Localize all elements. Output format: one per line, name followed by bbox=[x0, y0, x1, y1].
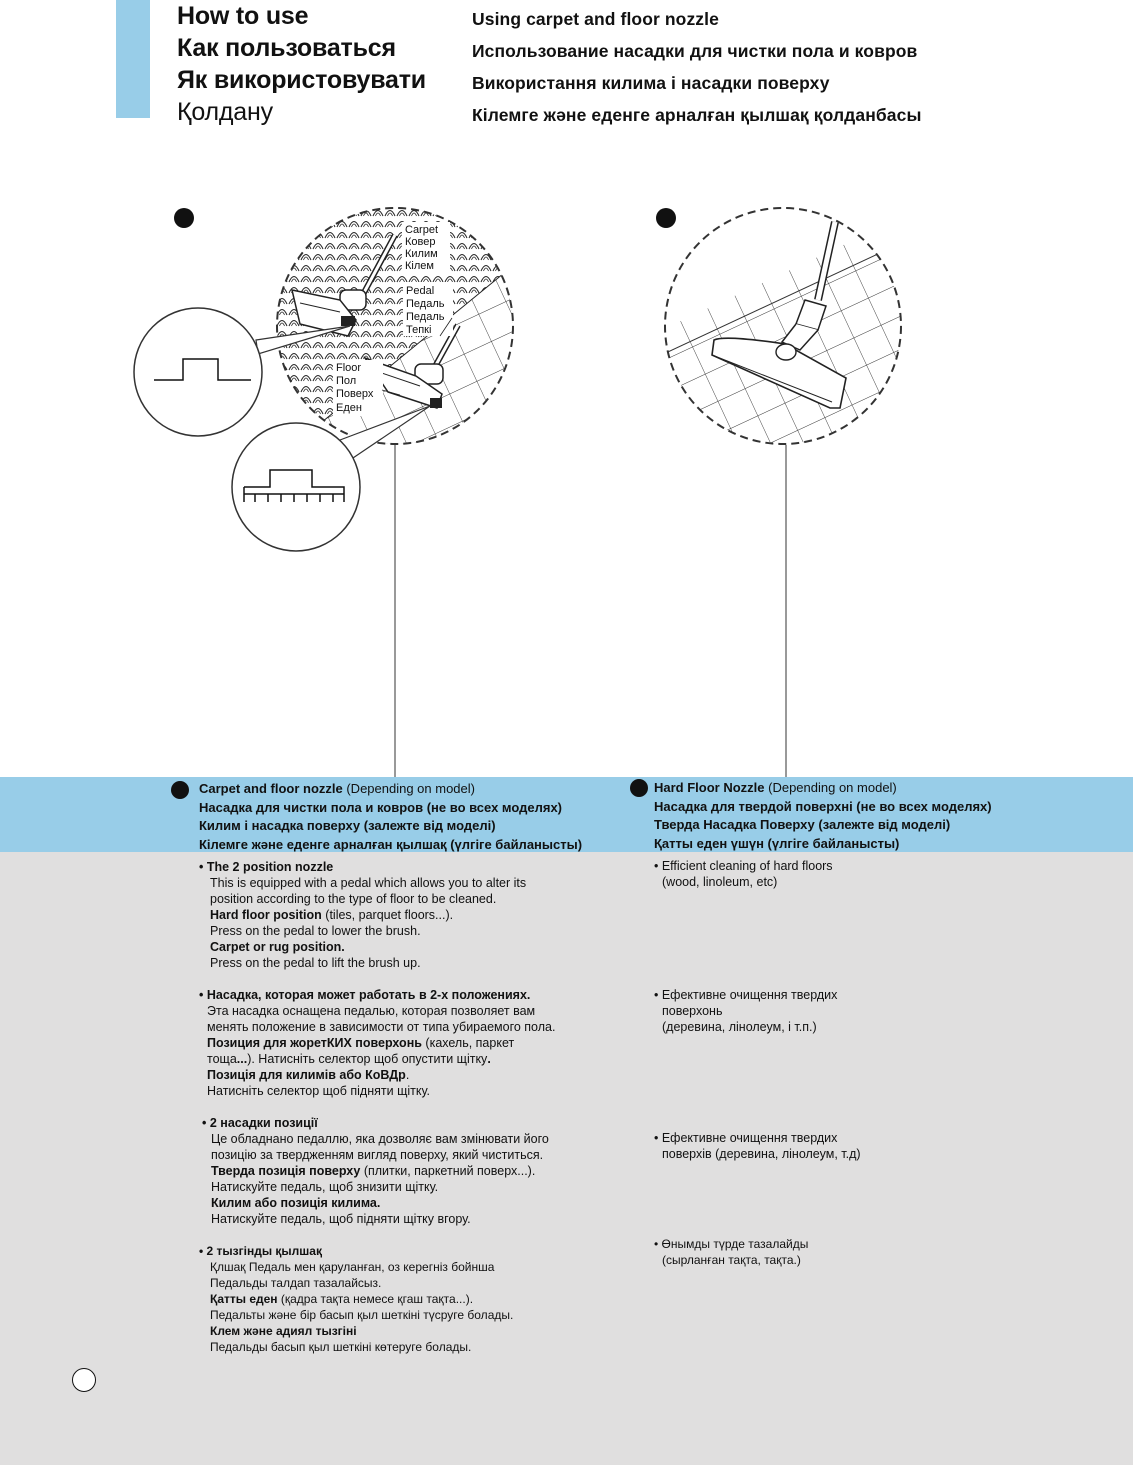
nozzle-illustrations bbox=[0, 140, 1133, 780]
pedal-label: Pedal Педаль Педаль Тепкі bbox=[406, 285, 445, 336]
text-en-block: • The 2 position nozzle This is equipped with a pedal which allows you to alter its position according to the type of floor to be cleaned. Hard floor position (tiles, parquet floors...). Press on the pedal to lower the brush. Carpet or rug position. Press on the pedal to lift the brush up. bbox=[199, 860, 527, 970]
section-1-marker bbox=[171, 781, 189, 799]
subtitle-ru: Использование насадки для чистки пола и ковров bbox=[472, 41, 918, 61]
accent-bar bbox=[116, 0, 150, 118]
text-kz-block: • 2 тызгінды қылшақ Қлшақ Педаль мен қаруланған, оз керегніз бойнша Педальды талдап тазалайсыз. Қатты еден (қадра тақта немесе қгаш тақта...). Педальты және бір басып қыл шеткіні түсруге болады. Клем және адиял тызгіні Педальды басып қыл шеткіні көтеруге болады. bbox=[199, 1244, 514, 1354]
section-2-heading: Hard Floor Nozzle (Depending on model) Насадка для твердой поверхні (не во всех моделях) Тверда Насадка Поверху (залежте від моделі) Қатты еден үшүн (үлгіге байланысты) bbox=[654, 780, 992, 851]
page-subtitle bbox=[472, 3, 922, 131]
right-text-ru: • Ефективне очищення твердих поверхонь (деревина, лінолеум, і т.п.) bbox=[654, 988, 838, 1034]
section-2-marker bbox=[630, 779, 648, 797]
title-ua: Як використовувати bbox=[177, 66, 426, 94]
title-kz: Қолдану bbox=[177, 98, 273, 126]
page-number-marker bbox=[72, 1368, 96, 1392]
section-1-heading: Carpet and floor nozzle (Depending on model) Насадка для чистки пола и ковров (не во всех моделях) Килим і насадка поверху (залежте від моделі) Кілемге және еденге арналған қылшақ (үлгіге байланысты) bbox=[199, 781, 583, 852]
right-text-ua: • Ефективне очищення твердих поверхів (деревина, лінолеум, т.д) bbox=[654, 1131, 861, 1161]
floor-label: Floor Пол Поверх Еден bbox=[336, 362, 374, 414]
hard-floor-scene bbox=[640, 200, 940, 460]
title-en: How to use bbox=[177, 2, 309, 30]
page-title bbox=[177, 0, 426, 128]
text-ua-block: • 2 насадки позиції Це обладнано педаллю, яка дозволяє вам змінювати його позицію за твердженням вигляд поверху, який чиститься. Тверда позиція поверху (плитки, паркетний поверх...). Натискуйте педаль, щоб знизити щітку. Килим або позиція килима. Натискуйте педаль, щоб підняти щітку вгору. bbox=[202, 1116, 549, 1226]
figure-1-marker bbox=[174, 208, 194, 228]
title-ru: Как пользоваться bbox=[177, 34, 396, 62]
subtitle-en: Using carpet and floor nozzle bbox=[472, 9, 719, 29]
right-text-kz: • Өнымды түрде тазалайды (сырланған тақта, тақта.) bbox=[654, 1237, 809, 1267]
content-area bbox=[0, 852, 1133, 1465]
figure-2-marker bbox=[656, 208, 676, 228]
right-text-en: • Efficient cleaning of hard floors (wood, linoleum, etc) bbox=[654, 859, 833, 889]
subtitle-ua: Використання килима і насадки поверху bbox=[472, 73, 830, 93]
carpet-label: Carpet Ковер Килим Кілем bbox=[405, 224, 439, 272]
text-ru-block: • Насадка, которая может работать в 2-х положениях. Эта насадка оснащена педалью, которая позволяет вам менять положение в зависимости от типа убираемого пола. Позиция для жоретКИХ поверхонь (кахель, паркет тоща...). Натисніть селектор щоб опустити щітку. Позиція для килимів або КоВДр. Натисніть селектор щоб підняти щітку. bbox=[199, 988, 556, 1098]
subtitle-kz: Кілемге және еденге арналған қылшақ қолданбасы bbox=[472, 105, 922, 125]
